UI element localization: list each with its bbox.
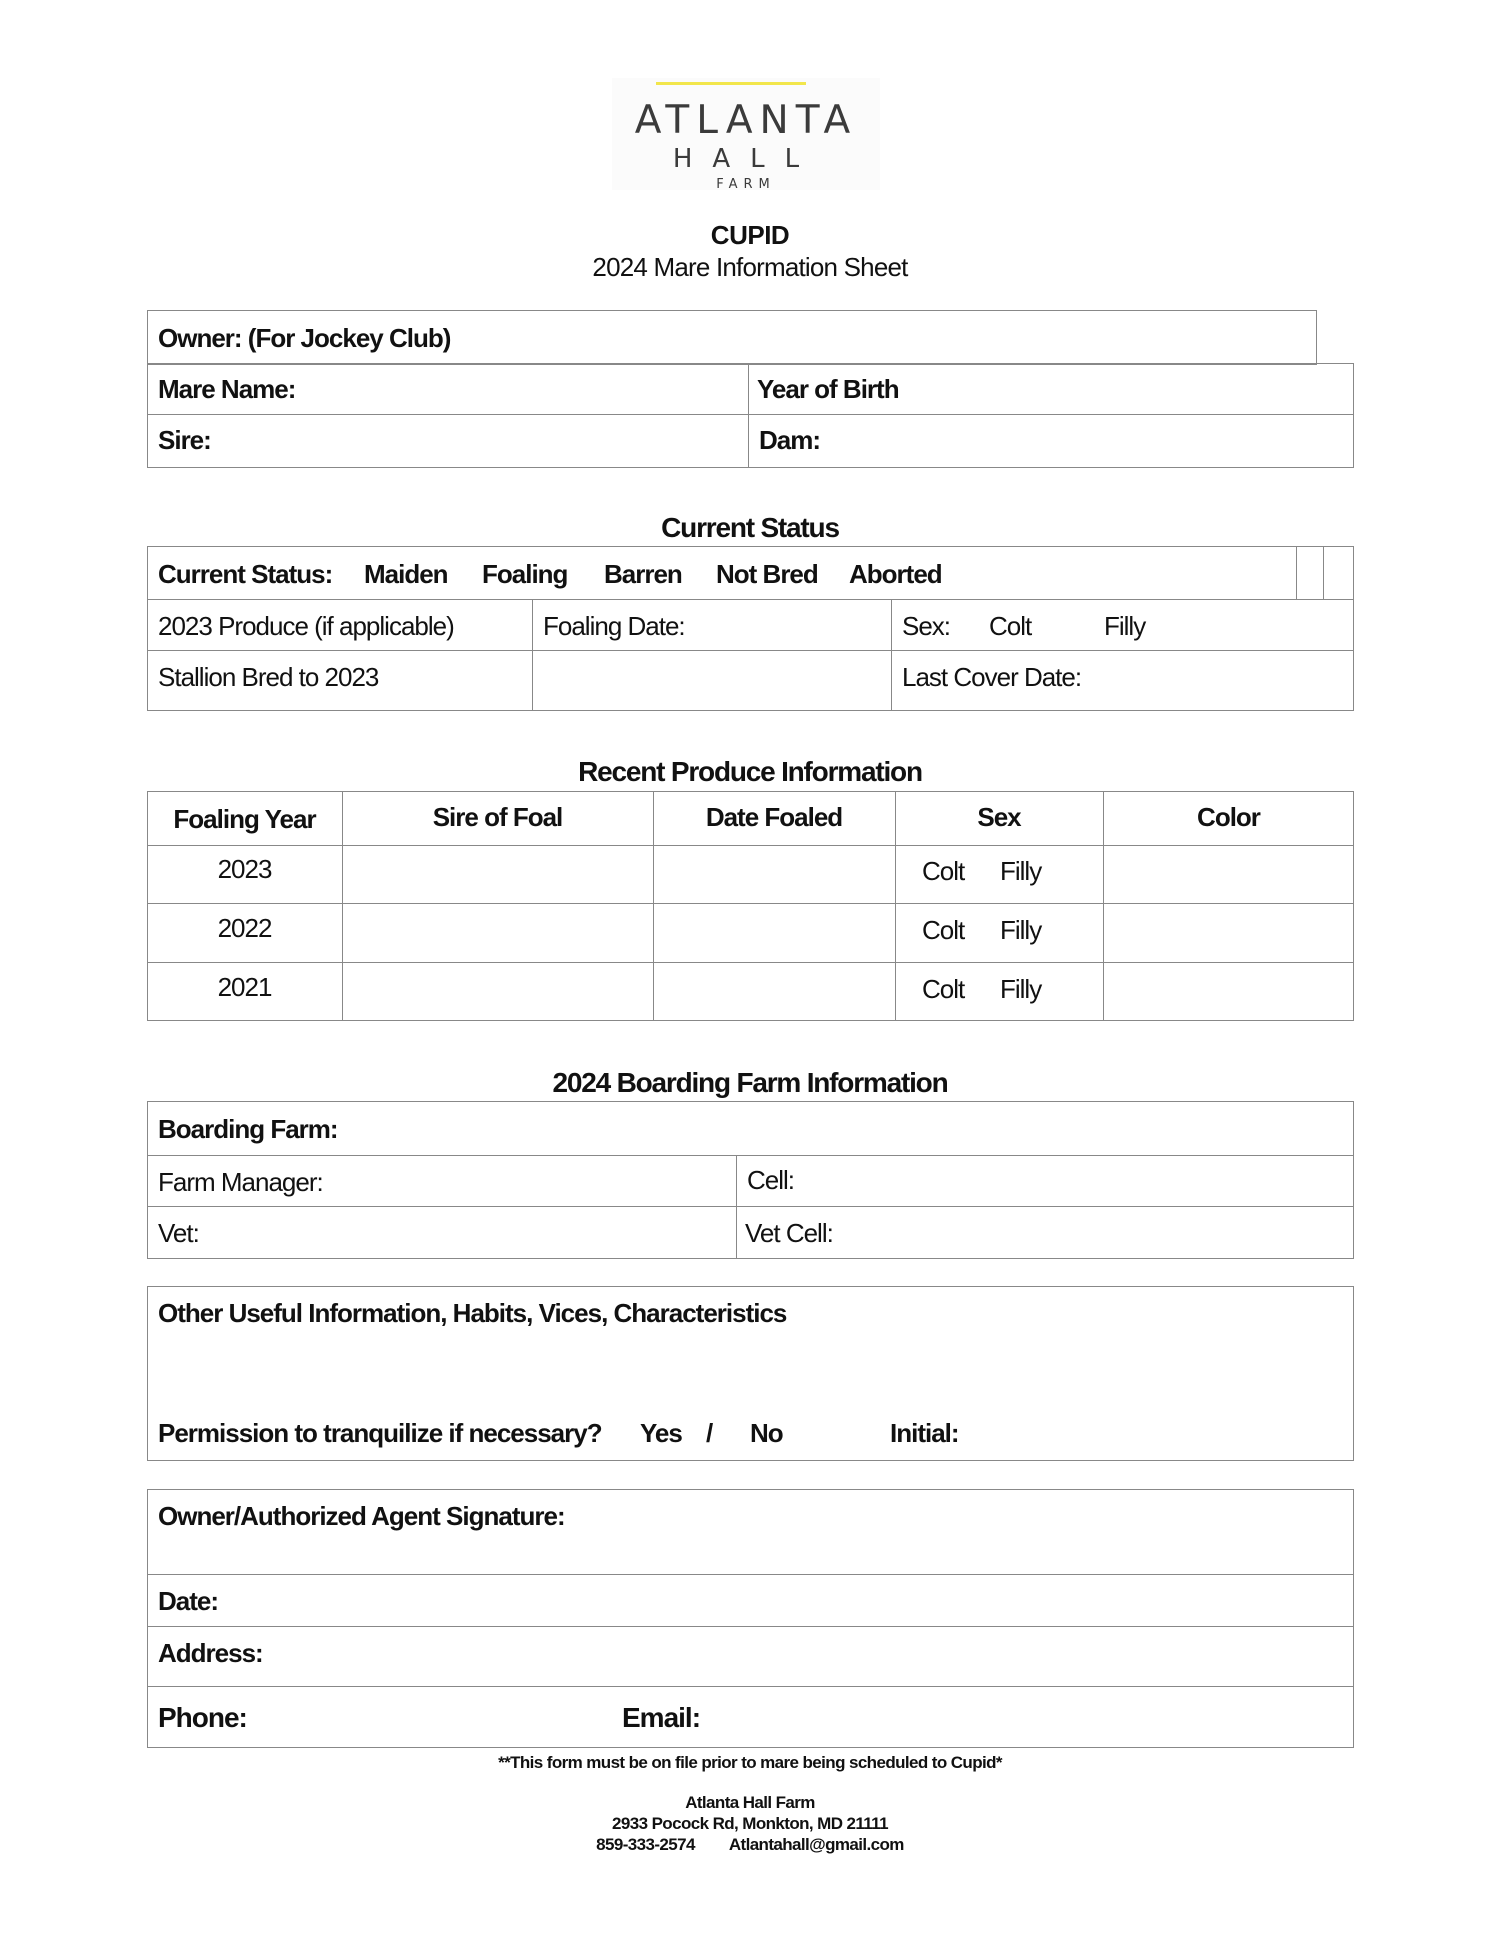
- permission-slash: /: [706, 1418, 713, 1448]
- mare-info-table: [147, 363, 1354, 468]
- produce-label: 2023 Produce (if applicable): [158, 611, 454, 641]
- owner-label: Owner: (For Jockey Club): [158, 323, 451, 353]
- current-status-heading: Current Status: [661, 512, 839, 543]
- phone-label: Phone:: [158, 1702, 247, 1733]
- footer-phone: 859-333-2574: [596, 1835, 695, 1854]
- column-header-sex: Sex: [977, 802, 1021, 832]
- table-row-year: 2022: [217, 913, 272, 943]
- status-option-foaling[interactable]: Foaling: [482, 559, 568, 589]
- status-option-barren[interactable]: Barren: [604, 559, 682, 589]
- row-sex-filly[interactable]: Filly: [1000, 915, 1042, 945]
- year-of-birth-label: Year of Birth: [757, 374, 899, 404]
- sex-label: Sex:: [902, 611, 951, 641]
- address-label: Address:: [158, 1638, 263, 1668]
- foaling-date-label: Foaling Date:: [543, 611, 685, 641]
- status-option-aborted[interactable]: Aborted: [849, 559, 942, 589]
- footer-email[interactable]: Atlantahall@gmail.com: [728, 1835, 904, 1854]
- vet-cell-label: Vet Cell:: [745, 1218, 833, 1248]
- sex-option-filly[interactable]: Filly: [1104, 611, 1146, 641]
- sire-label: Sire:: [158, 425, 211, 455]
- permission-yes[interactable]: Yes: [640, 1418, 682, 1448]
- row-sex-filly[interactable]: Filly: [1000, 856, 1042, 886]
- sex-option-colt[interactable]: Colt: [989, 611, 1032, 641]
- footer-farm-name: Atlanta Hall Farm: [685, 1793, 815, 1812]
- footer-note: **This form must be on file prior to mare being scheduled to Cupid*: [498, 1753, 1002, 1772]
- boarding-heading: 2024 Boarding Farm Information: [552, 1067, 948, 1098]
- row-sex-colt[interactable]: Colt: [922, 915, 965, 945]
- cell-label: Cell:: [747, 1165, 795, 1195]
- page-title: CUPID: [710, 220, 790, 250]
- dam-label: Dam:: [759, 425, 821, 455]
- permission-label: Permission to tranquilize if necessary?: [158, 1418, 602, 1448]
- table-row-year: 2023: [217, 854, 272, 884]
- table-row-year: 2021: [217, 972, 272, 1002]
- mare-name-label: Mare Name:: [158, 374, 296, 404]
- signature-label: Owner/Authorized Agent Signature:: [158, 1501, 565, 1531]
- other-info-label: Other Useful Information, Habits, Vices, Characteristics: [158, 1298, 787, 1328]
- status-option-not-bred[interactable]: Not Bred: [716, 559, 818, 589]
- vet-label: Vet:: [158, 1218, 199, 1248]
- row-sex-colt[interactable]: Colt: [922, 856, 965, 886]
- row-sex-filly[interactable]: Filly: [1000, 974, 1042, 1004]
- column-header-date-foaled: Date Foaled: [705, 802, 843, 832]
- initial-label: Initial:: [890, 1418, 959, 1448]
- status-option-maiden[interactable]: Maiden: [364, 559, 448, 589]
- current-status-label: Current Status:: [158, 559, 333, 589]
- logo-accent-bar: [656, 82, 806, 85]
- page-subtitle: 2024 Mare Information Sheet: [592, 252, 908, 282]
- farm-manager-label: Farm Manager:: [158, 1167, 323, 1197]
- logo-line-3: FARM: [716, 177, 776, 192]
- column-header-color: Color: [1197, 802, 1260, 832]
- last-cover-label: Last Cover Date:: [902, 662, 1082, 692]
- column-header-foaling-year: Foaling Year: [173, 804, 316, 834]
- boarding-farm-label: Boarding Farm:: [158, 1114, 338, 1144]
- logo-line-1: ATLANTA: [634, 98, 858, 143]
- stallion-label: Stallion Bred to 2023: [158, 662, 379, 692]
- row-sex-colt[interactable]: Colt: [922, 974, 965, 1004]
- permission-no[interactable]: No: [750, 1418, 783, 1448]
- farm-logo: [612, 78, 880, 190]
- logo-line-2: HALL: [672, 144, 820, 174]
- email-label: Email:: [622, 1702, 701, 1733]
- recent-produce-heading: Recent Produce Information: [578, 756, 922, 787]
- column-header-sire-of-foal: Sire of Foal: [432, 802, 563, 832]
- footer-address: 2933 Pocock Rd, Monkton, MD 21111: [612, 1814, 888, 1833]
- footer-contact: [0, 1835, 1500, 1855]
- date-label: Date:: [158, 1586, 219, 1616]
